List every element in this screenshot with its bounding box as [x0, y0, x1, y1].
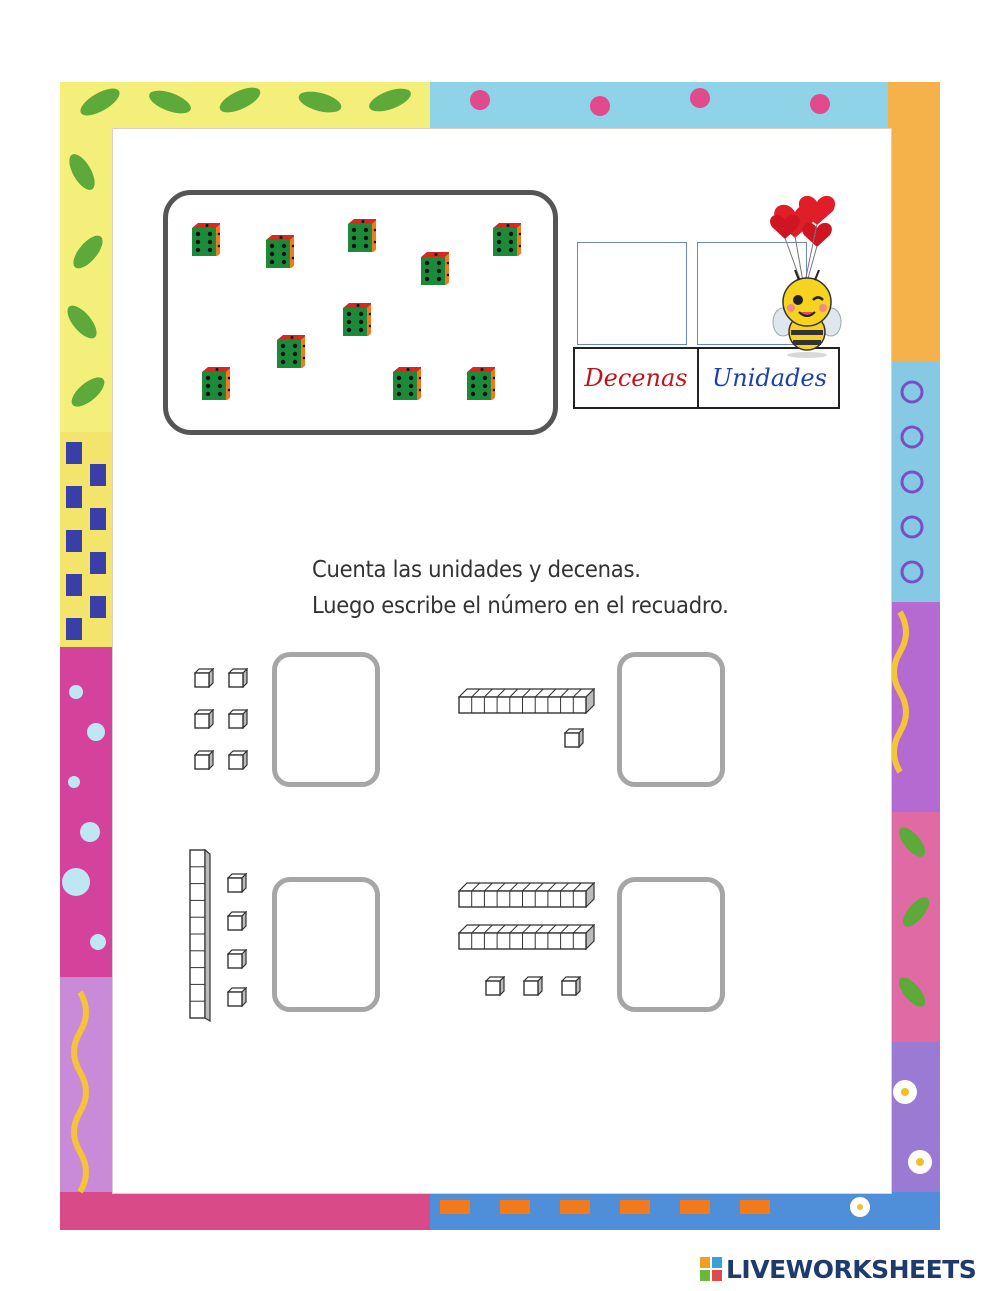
- unit-cube-icon: [564, 728, 584, 748]
- unit-cube-icon: [485, 976, 505, 996]
- tens-label: Decenas: [584, 364, 688, 392]
- dice-icon: [190, 222, 220, 256]
- unit-cube-icon: [227, 987, 247, 1007]
- unit-cube-icon: [227, 873, 247, 893]
- dice-icon: [491, 222, 521, 256]
- unit-cube-icon: [227, 911, 247, 931]
- answer-box-3[interactable]: [272, 877, 380, 1012]
- ten-rod-icon: [458, 882, 595, 908]
- unit-cube-icon: [228, 709, 248, 729]
- unit-cube-icon: [228, 668, 248, 688]
- unit-cube-icon: [228, 750, 248, 770]
- dice-icon: [346, 218, 376, 252]
- instruction-line-2: Luego escribe el número en el recuadro.: [312, 593, 729, 619]
- answer-box-1[interactable]: [272, 652, 380, 787]
- ten-rod-icon: [458, 688, 595, 714]
- dice-icon: [419, 251, 449, 285]
- dice-icon: [341, 302, 371, 336]
- ten-rod-icon: [458, 924, 595, 950]
- brand-logo: [700, 1254, 976, 1284]
- unit-cube-icon: [561, 976, 581, 996]
- dice-icon: [264, 234, 294, 268]
- dice-icon: [465, 366, 495, 400]
- dice-icon: [200, 366, 230, 400]
- unit-cube-icon: [194, 750, 214, 770]
- ten-rod-icon: [189, 849, 211, 1022]
- unit-cube-icon: [227, 949, 247, 969]
- tens-answer-box[interactable]: [577, 242, 687, 345]
- answer-box-2[interactable]: [617, 652, 725, 787]
- bee-mascot-icon: [765, 190, 850, 360]
- instructions: [312, 552, 735, 624]
- dice-icon: [275, 334, 305, 368]
- liveworksheets-logo-icon: [700, 1257, 722, 1281]
- instruction-line-1: Cuenta las unidades y decenas.: [312, 557, 641, 583]
- ones-label: Unidades: [712, 364, 827, 392]
- answer-box-4[interactable]: [617, 877, 725, 1012]
- dice-icon: [391, 366, 421, 400]
- unit-cube-icon: [523, 976, 543, 996]
- brand-name: LIVEWORKSHEETS: [726, 1254, 977, 1284]
- unit-cube-icon: [194, 668, 214, 688]
- unit-cube-icon: [194, 709, 214, 729]
- heart-balloons-icon: [770, 196, 835, 282]
